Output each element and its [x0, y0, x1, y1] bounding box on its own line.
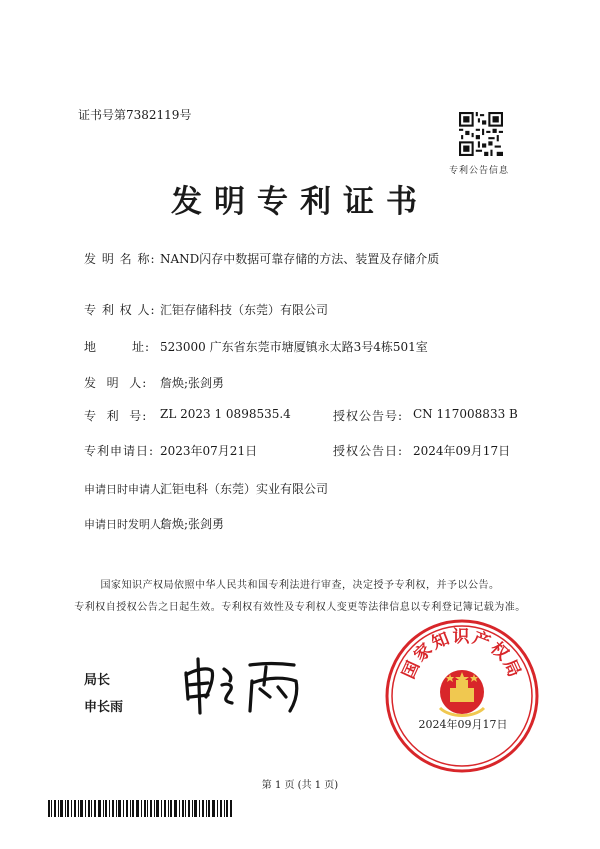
- patentee-value: 汇钜存储科技（东莞）有限公司: [160, 303, 329, 317]
- applicant-at-filing-value: 汇钜电科（东莞）实业有限公司: [160, 482, 329, 496]
- signatory-name: 申长雨: [84, 700, 124, 715]
- address-label-right: 址:: [132, 340, 151, 354]
- inventors-label: 发 明 人:: [84, 376, 148, 390]
- handwritten-signature: [178, 655, 308, 715]
- filing-date-label: 专利申请日:: [84, 444, 155, 458]
- notice-line-2: 专利权自授权公告之日起生效。专利权有效性及专利权人变更等法律信息以专利登记簿记载为准。: [74, 602, 526, 613]
- certificate-number: 证书号第7382119号: [78, 108, 192, 122]
- grant-pub-date-value: 2024年09月17日: [413, 444, 511, 458]
- qr-code-icon: [459, 112, 503, 156]
- page-number: 第 1 页 (共 1 页): [261, 780, 339, 791]
- grant-pub-number-value: CN 117008833 B: [413, 407, 518, 421]
- barcode-icon: [48, 800, 233, 817]
- address-label-left: 地: [84, 340, 98, 354]
- inventors-value: 詹焕;张剑勇: [160, 376, 225, 390]
- address-value: 523000 广东省东莞市塘厦镇永太路3号4栋501室: [160, 340, 428, 354]
- official-seal: [384, 618, 540, 774]
- invention-name-label: 发 明 名 称:: [84, 252, 156, 266]
- notice-line-1: 国家知识产权局依照中华人民共和国专利法进行审查，决定授予专利权，并予以公告。: [100, 580, 500, 591]
- grant-pub-number-label: 授权公告号:: [333, 409, 404, 423]
- applicant-at-filing-label: 申请日时申请人:: [84, 483, 165, 496]
- seal-date: 2024年09月17日: [418, 718, 508, 731]
- inventor-at-filing-value: 詹焕;张剑勇: [160, 517, 225, 531]
- page-title: 发明专利证书: [171, 184, 429, 220]
- qr-caption: 专利公告信息: [449, 166, 510, 176]
- invention-name-value: NAND闪存中数据可靠存储的方法、装置及存储介质: [160, 252, 440, 266]
- signatory-title: 局长: [84, 673, 111, 688]
- filing-date-value: 2023年07月21日: [160, 444, 258, 458]
- patentee-label: 专 利 权 人:: [84, 303, 156, 317]
- svg-text:国家知识产权局: 国家知识产权局: [398, 627, 526, 682]
- grant-pub-date-label: 授权公告日:: [333, 444, 404, 458]
- inventor-at-filing-label: 申请日时发明人:: [84, 518, 165, 531]
- patent-number-value: ZL 2023 1 0898535.4: [160, 407, 291, 421]
- patent-number-label: 专 利 号:: [84, 409, 148, 423]
